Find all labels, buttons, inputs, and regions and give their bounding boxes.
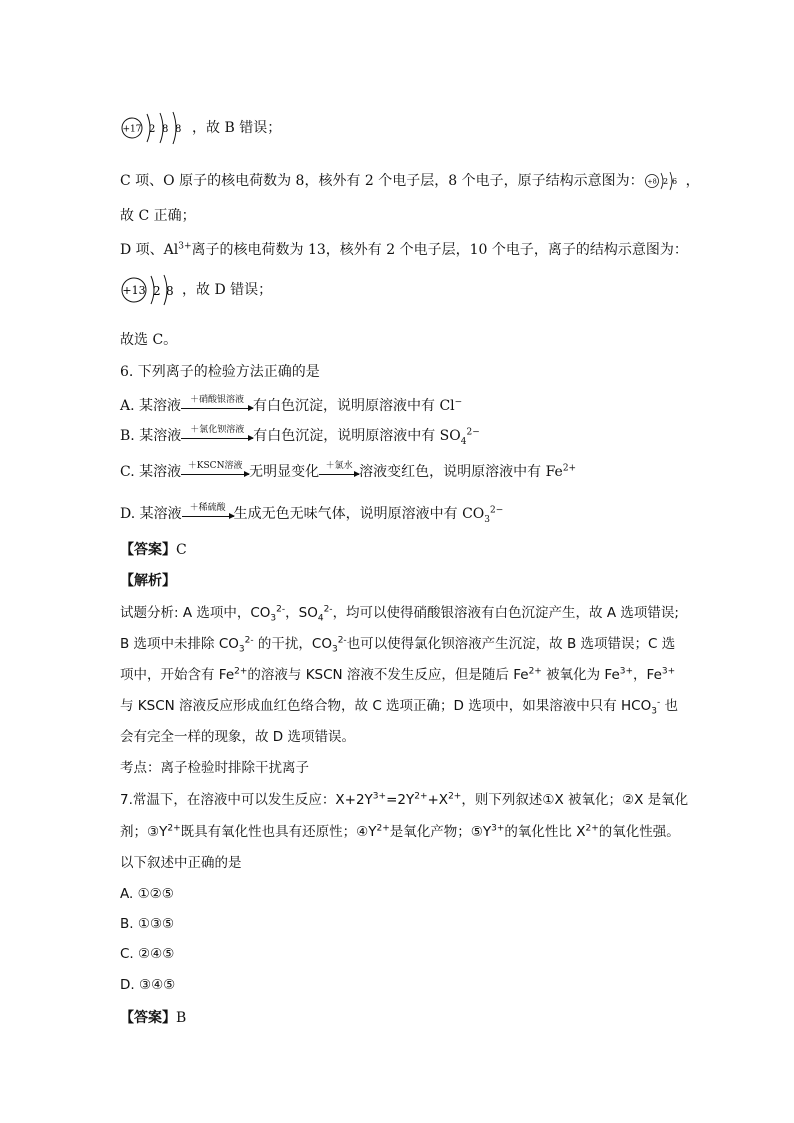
q7-option-d: D. ③④⑤ [120, 977, 176, 993]
item-c-line-1: C 项、O 原子的核电荷数为 8，核外有 2 个电子层，8 个电子，原子结构示意图为： +8 2 6 ， [120, 170, 700, 192]
item-c-line-2: 故 C 正确； [120, 208, 196, 224]
reaction-arrow: ＋硝酸银溶液 [181, 396, 253, 416]
reaction-arrow: ＋KSCN溶液 [181, 462, 249, 482]
item-b-text: ，故 B 错误； [192, 120, 282, 136]
q7-option-a: A. ①②⑤ [120, 886, 174, 902]
reaction-arrow: ＋稀硫酸 [182, 504, 234, 524]
q7-answer: 【答案】B [120, 1010, 187, 1026]
shell-2: 8 [162, 124, 169, 135]
svg-text:+8: +8 [646, 177, 657, 186]
svg-text:6: 6 [671, 177, 677, 186]
shell-3: 8 [175, 124, 182, 135]
q6-option-a: A. 某溶液 ＋硝酸银溶液 有白色沉淀，说明原溶液中有 Cl− [120, 395, 463, 414]
nucleus-label: +17 [122, 124, 142, 135]
q6-stem: 6. 下列离子的检验方法正确的是 [120, 364, 320, 380]
atom-structure-diagram-o [644, 170, 684, 192]
q6-option-d: D. 某溶液 ＋稀硫酸 生成无色无味气体，说明原溶液中有 $CO_3^{2-}$ [120, 503, 504, 525]
svg-text:2: 2 [153, 284, 161, 298]
atom-structure-diagram-al [120, 272, 180, 308]
q6-kaodian: 考点：离子检验时排除干扰离子 [120, 760, 309, 776]
item-d-line-2: +13 2 8 ，故 D 错误； [120, 272, 272, 308]
item-d-line-1: D 项、$Al^{3+}$离子的核电荷数为 13，核外有 2 个电子层，10 个电子，离子的结构示意图为： [120, 241, 688, 258]
q6-option-c: C. 某溶液 ＋KSCN溶液 无明显变化 ＋氯水 溶液变红色，说明原溶液中有 $Fe^{2+}$ [120, 461, 577, 480]
conclusion: 故选 C。 [120, 332, 178, 348]
q6-analysis-line-5: 会有完全一样的现象，故 D 选项错误。 [120, 729, 355, 745]
q6-answer: 【答案】C [120, 542, 187, 558]
q7-option-b: B. ①③⑤ [120, 916, 175, 932]
q6-analysis-label: 【解析】 [120, 573, 176, 589]
q7-stem-line-2: 剂；$③Y^{2+}$既具有氧化性也具有还原性；$④Y^{2+}$是氧化产物；$⑤Y^{3+}$的氧化性比 $X^{2+}$的氧化性强。 [120, 823, 680, 840]
reaction-arrow-2: ＋氯水 [319, 462, 359, 482]
svg-text:+13: +13 [122, 284, 146, 297]
q7-stem-line-3: 以下叙述中正确的是 [120, 855, 242, 871]
q6-option-b: B. 某溶液 ＋氯化钡溶液 有白色沉淀，说明原溶液中有 $SO_4^{2-}$ [120, 425, 480, 447]
q6-analysis-line-2: B 选项中未排除 $CO_3^{2-}$ 的干扰，$CO_3^{2-}$也可以使得氯化钡溶液产生沉淀，故 B 选项错误；C 选 [120, 635, 676, 655]
q7-option-c: C. ②④⑤ [120, 946, 175, 962]
atom-structure-diagram-cl [120, 110, 190, 146]
svg-text:2: 2 [662, 177, 668, 186]
item-b-line [120, 110, 281, 146]
q6-analysis-line-1: 试题分析: A 选项中，$CO_3^{2-}$，$SO_4^{2-}$，均可以使得硝酸银溶液有白色沉淀产生，故 A 选项错误; [120, 604, 679, 624]
q7-stem-line-1: 7.常温下，在溶液中可以发生反应：$X+2Y^{3+}=2Y^{2+}+X^{2+}$，则下列叙述①X 被氧化；②X 是氧化 [120, 791, 689, 808]
q6-analysis-line-3: 项中，开始含有 $Fe^{2+}$的溶液与 KSCN 溶液不发生反应，但是随后 $Fe^{2+}$ 被氧化为 $Fe^{3+}$，$Fe^{3+}$ [120, 666, 676, 683]
reaction-arrow: ＋氯化钡溶液 [181, 426, 253, 446]
svg-text:8: 8 [166, 284, 174, 298]
q6-analysis-line-4: 与 KSCN 溶液反应形成血红色络合物，故 C 选项正确；D 选项中，如果溶液中只有 $HCO_3^-$ 也 [120, 697, 678, 717]
shell-1: 2 [149, 124, 156, 135]
